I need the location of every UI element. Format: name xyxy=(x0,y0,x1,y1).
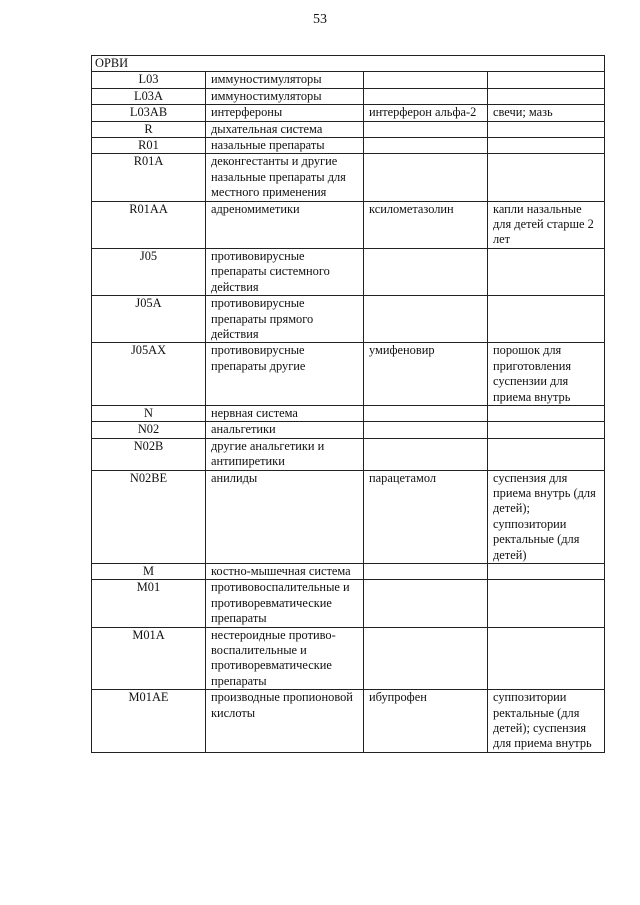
form-cell: суспензия для приема внутрь (для детей); суппозитории ректальные (для детей) xyxy=(488,470,605,563)
drug-cell xyxy=(364,88,488,104)
name-cell: противовирусные препараты системного действия xyxy=(206,248,364,295)
atc-code-cell: M01 xyxy=(92,580,206,627)
drug-cell xyxy=(364,564,488,580)
atc-code-cell: M01A xyxy=(92,627,206,690)
name-cell: анальгетики xyxy=(206,422,364,438)
section-title: ОРВИ xyxy=(92,56,605,72)
form-cell xyxy=(488,248,605,295)
name-cell: интерфероны xyxy=(206,105,364,121)
table-row xyxy=(92,690,605,753)
form-cell xyxy=(488,72,605,88)
name-cell: дыхательная система xyxy=(206,121,364,137)
drug-cell xyxy=(364,405,488,421)
drug-cell xyxy=(364,580,488,627)
table-row xyxy=(92,138,605,154)
atc-code-cell: L03AB xyxy=(92,105,206,121)
atc-code-cell: R01 xyxy=(92,138,206,154)
form-cell: капли назальные для детей старше 2 лет xyxy=(488,201,605,248)
drug-cell xyxy=(364,438,488,470)
name-cell: противовоспалительные и противоревматические препараты xyxy=(206,580,364,627)
medication-table xyxy=(91,55,605,753)
table-row xyxy=(92,343,605,406)
form-cell xyxy=(488,138,605,154)
name-cell: иммуностимуляторы xyxy=(206,88,364,104)
form-cell: порошок для приготовления суспензии для приема внутрь xyxy=(488,343,605,406)
drug-cell: интерферон альфа-2 xyxy=(364,105,488,121)
drug-cell xyxy=(364,422,488,438)
form-cell xyxy=(488,627,605,690)
drug-cell: умифеновир xyxy=(364,343,488,406)
name-cell: нервная система xyxy=(206,405,364,421)
atc-code-cell: R xyxy=(92,121,206,137)
name-cell: адреномиметики xyxy=(206,201,364,248)
table-row xyxy=(92,422,605,438)
drug-cell: ибупрофен xyxy=(364,690,488,753)
table-row xyxy=(92,405,605,421)
drug-cell xyxy=(364,296,488,343)
table-row xyxy=(92,470,605,563)
atc-code-cell: R01A xyxy=(92,154,206,201)
form-cell: свечи; мазь xyxy=(488,105,605,121)
table-row xyxy=(92,105,605,121)
atc-code-cell: L03A xyxy=(92,88,206,104)
name-cell: другие анальгетики и антипиретики xyxy=(206,438,364,470)
form-cell xyxy=(488,88,605,104)
name-cell: деконгестанты и другие назальные препараты для местного применения xyxy=(206,154,364,201)
atc-code-cell: J05A xyxy=(92,296,206,343)
drug-cell: парацетамол xyxy=(364,470,488,563)
form-cell xyxy=(488,580,605,627)
atc-code-cell: R01AA xyxy=(92,201,206,248)
form-cell xyxy=(488,438,605,470)
table-row xyxy=(92,438,605,470)
drug-cell xyxy=(364,72,488,88)
form-cell: суппозитории ректальные (для детей); суспензия для приема внутрь xyxy=(488,690,605,753)
atc-code-cell: N02 xyxy=(92,422,206,438)
name-cell: костно-мышечная система xyxy=(206,564,364,580)
name-cell: производные пропионовой кислоты xyxy=(206,690,364,753)
form-cell xyxy=(488,422,605,438)
name-cell: противовирусные препараты другие xyxy=(206,343,364,406)
form-cell xyxy=(488,564,605,580)
drug-cell xyxy=(364,154,488,201)
atc-code-cell: J05AX xyxy=(92,343,206,406)
atc-code-cell: J05 xyxy=(92,248,206,295)
name-cell: нестероидные противо- воспалительные и противоревматические препараты xyxy=(206,627,364,690)
table-row xyxy=(92,564,605,580)
name-cell: анилиды xyxy=(206,470,364,563)
atc-code-cell: N02BE xyxy=(92,470,206,563)
atc-code-cell: L03 xyxy=(92,72,206,88)
table-row xyxy=(92,121,605,137)
table-row xyxy=(92,201,605,248)
form-cell xyxy=(488,405,605,421)
form-cell xyxy=(488,154,605,201)
table-row xyxy=(92,580,605,627)
atc-code-cell: M01AE xyxy=(92,690,206,753)
atc-code-cell: N02B xyxy=(92,438,206,470)
form-cell xyxy=(488,296,605,343)
table-row xyxy=(92,154,605,201)
table-row xyxy=(92,88,605,104)
drug-cell xyxy=(364,627,488,690)
table-row xyxy=(92,72,605,88)
table-row xyxy=(92,248,605,295)
table-row xyxy=(92,296,605,343)
drug-cell xyxy=(364,121,488,137)
name-cell: противовирусные препараты прямого действия xyxy=(206,296,364,343)
atc-code-cell: N xyxy=(92,405,206,421)
atc-code-cell: M xyxy=(92,564,206,580)
table-section-header xyxy=(92,56,605,72)
name-cell: иммуностимуляторы xyxy=(206,72,364,88)
drug-cell: ксилометазолин xyxy=(364,201,488,248)
drug-cell xyxy=(364,138,488,154)
page-number: 53 xyxy=(313,12,327,27)
form-cell xyxy=(488,121,605,137)
table-row xyxy=(92,627,605,690)
drug-cell xyxy=(364,248,488,295)
name-cell: назальные препараты xyxy=(206,138,364,154)
